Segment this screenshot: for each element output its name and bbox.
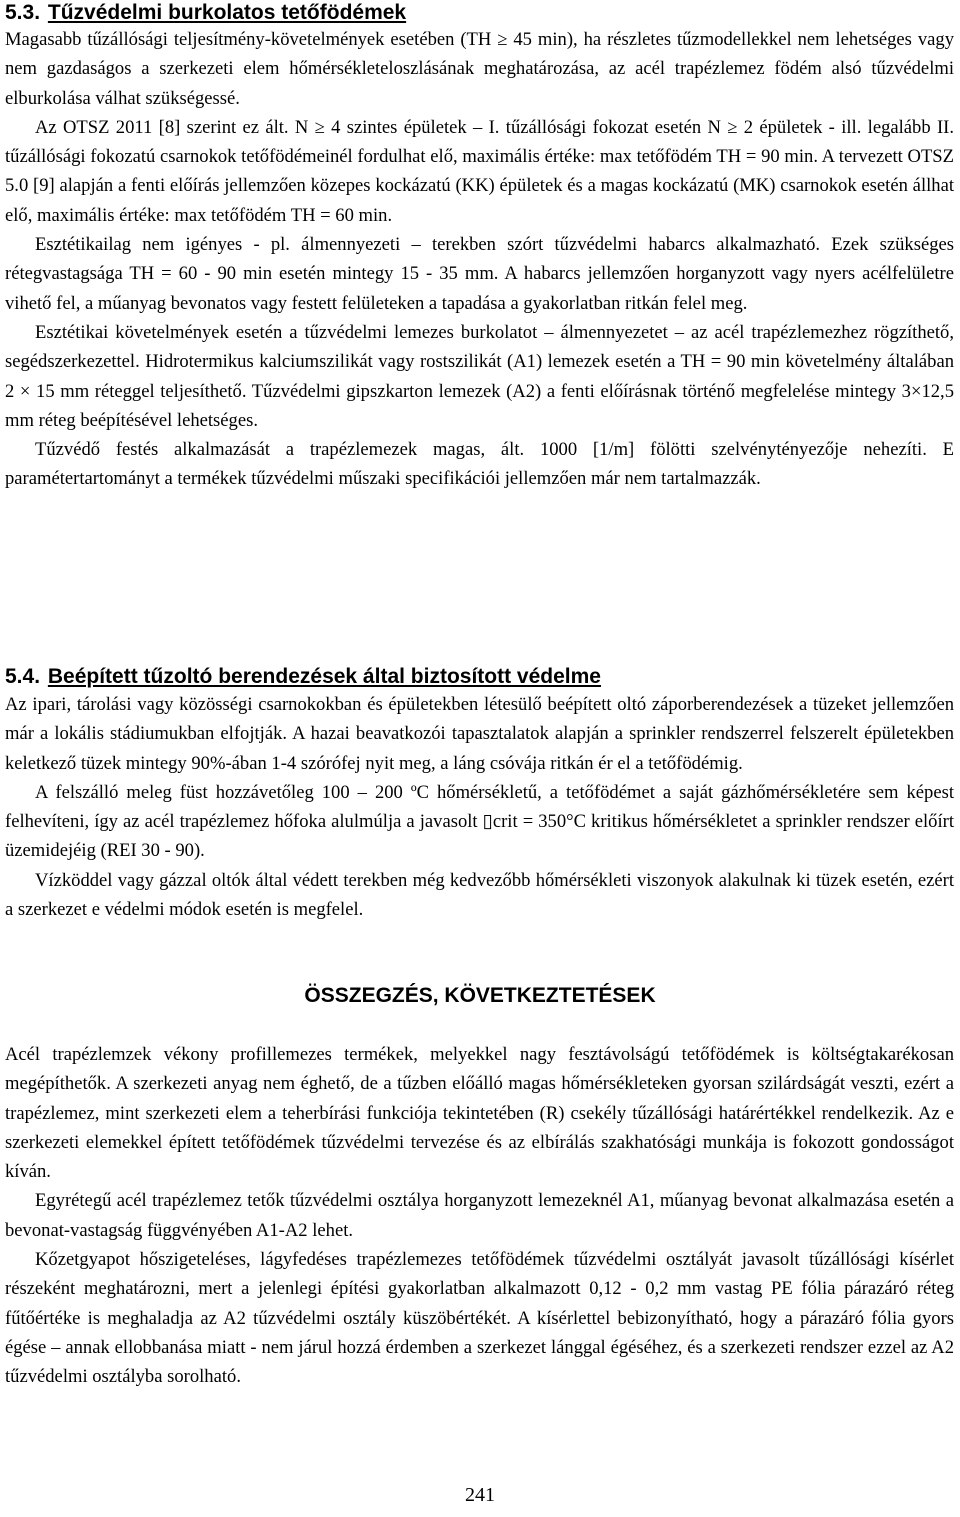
section-body-5-3 xyxy=(5,25,954,494)
section-title: Beépített tűzoltó berendezések által biztosított védelme xyxy=(47,665,601,688)
section-body-5-4 xyxy=(5,690,954,924)
page-number: 241 xyxy=(465,1484,495,1506)
paragraph: A felszálló meleg füst hozzávetőleg 100 – 200 ºC hőmérsékletű, a tetőfödémet a saját gázhőmérsékletére sem képest felhevíteni, így az acél trapézlemez hőfoka alulmúlja a javasolt ▯crit = 350°C kritikus hőmérsékletet a sprinkler rendszer előírt üzemidejéig (REI 30 - 90). xyxy=(5,781,954,862)
paragraph: Magasabb tűzállósági teljesítmény-követelmények esetében (TH ≥ 45 min), ha részletes tűzmodellekkel nem lehetséges vagy nem gazdaságos a szerkezeti elem hőmérsékleteloszlásának meghatározása, az acél trapézlemez födém alsó tűzvédelmi elburkolása válhat szükségessé. xyxy=(5,29,954,109)
paragraph: Esztétikai követelmények esetén a tűzvédelmi lemezes burkolatot – álmennyezetet – az acél trapézlemezhez rögzíthető, segédszerkezettel. Hidrotermikus kalciumszilikát vagy rostszilikát (A1) lemezek esetén a TH = 90 min követelmény általában 2 × 15 mm réteggel teljesíthető. Tűzvédelmi gipszkarton lemezek (A2) a fenti előírásnak történő megfelelése mintegy 3×12,5 mm réteg beépítésével lehetséges. xyxy=(5,321,954,431)
paragraph: Az ipari, tárolási vagy közösségi csarnokokban és épületekben létesülő beépített oltó záporberendezések a tüzeket jellemzően már a lokális stádiumukban elfojtják. A hazai beavatkozói tapasztalatok alapján a sprinkler rendszerrel felszerelt épületekben keletkező tüzek mintegy 90%-ában 1-4 szórófej nyit meg, a láng csóvája ritkán ér el a tetőfödémig. xyxy=(5,694,954,774)
section-number: 5.3. xyxy=(5,1,41,24)
summary-heading: ÖSSZEGZÉS, KÖVETKEZTETÉSEK xyxy=(304,984,656,1007)
paragraph: Tűzvédő festés alkalmazását a trapézlemezek magas, ált. 1000 [1/m] fölötti szelvénytényezője nehezíti. E paramétertartományt a termékek tűzvédelmi műszaki specifikációi jellemzően már nem tartalmazzák. xyxy=(5,439,954,490)
paragraph: Egyrétegű acél trapézlemez tetők tűzvédelmi osztálya horganyzott lemezeknél A1, műanyag bevonat alkalmazása esetén a bevonat-vastagság függvényében A1-A2 lehet. xyxy=(5,1190,954,1241)
paragraph: Vízköddel vagy gázzal oltók által védett terekben még kedvezőbb hőmérsékleti viszonyok alakulnak ki tüzek esetén, ezért a szerkezet e védelmi módok esetén is megfelel. xyxy=(5,869,954,921)
paragraph: Esztétikailag nem igényes - pl. álmennyezeti – terekben szórt tűzvédelmi habarcs alkalmazható. Ezek szükséges rétegvastagsága TH = 60 - 90 min esetén mintegy 15 - 35 mm. A habarcs jellemzően horganyzott vagy nyers acélfelületre vihető fel, a műanyag bevonatos vagy festett felületeken a tapadása a gyakorlatban ritkán felel meg. xyxy=(5,234,954,314)
section-title: Tűzvédelmi burkolatos tetőfödémek xyxy=(47,1,407,24)
paragraph: Kőzetgyapot hőszigeteléses, lágyfedéses trapézlemezes tetőfödémek tűzvédelmi osztályát javasolt tűzállósági kísérlet részeként meghatározni, mert a jelenlegi építési gyakorlatban alkalmazott 0,12 - 0,2 mm vastag PE fólia párazáró réteg fűtőértéke is meghaladja az A2 tűzvédelmi osztály küszöbértékét. A kísérlettel bebizonyítható, hogy a párazáró fólia gyors égése – annak ellobbanása miatt - nem járul hozzá érdemben a szerkezet lánggal égéséhez, és a szerkezeti rendszer ezzel az A2 tűzvédelmi osztályba sorolható. xyxy=(5,1249,954,1388)
section-heading-5-3 xyxy=(5,0,406,26)
section-heading-5-4 xyxy=(5,664,601,690)
summary-body xyxy=(5,1040,954,1392)
section-number: 5.4. xyxy=(5,665,41,688)
paragraph: Acél trapézlemzek vékony profillemezes termékek, melyekkel nagy fesztávolságú tetőfödémek is költségtakarékosan megépíthetők. A szerkezeti anyag nem éghető, de a tűzben előálló magas hőmérsékleteken gyorsan szilárdságát veszti, ezért a trapézlemez, mint szerkezeti elem a teherbírási funkciója tekintetében (R) csekély tűzállósági határértékkel rendelkezik. Az e szerkezeti elemekkel épített tetőfödémek tűzvédelmi tervezése és az elbírálás szakhatósági munkája is fokozott gondosságot kíván. xyxy=(5,1044,954,1183)
paragraph: Az OTSZ 2011 [8] szerint ez ált. N ≥ 4 szintes épületek – I. tűzállósági fokozat esetén N ≥ 2 épületek - ill. legalább II. tűzállósági fokozatú csarnokok tetőfödémeinél fordulhat elő, maximális értéke: max tetőfödém TH = 90 min. A tervezett OTSZ 5.0 [9] alapján a fenti előírás jellemzően közepes kockázatú (KK) épületek és a magas kockázatú (MK) csarnokok esetén állhat elő, maximális értéke: max tetőfödém TH = 60 min. xyxy=(5,116,954,226)
